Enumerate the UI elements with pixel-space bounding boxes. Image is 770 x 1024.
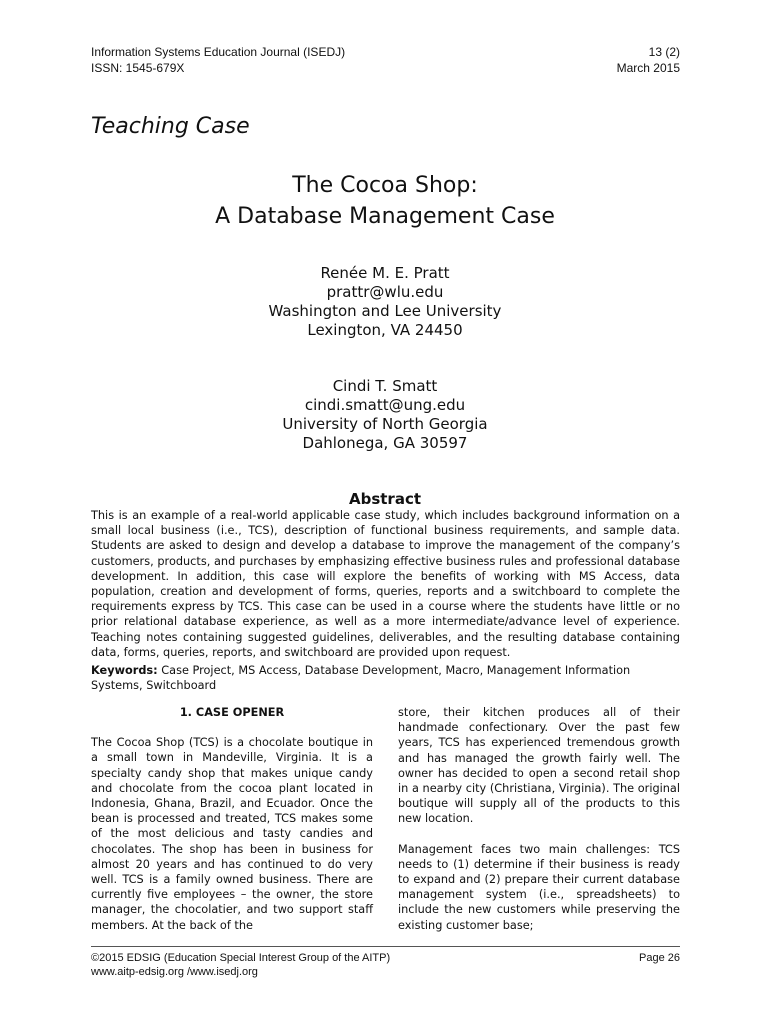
- title-line-1: The Cocoa Shop:: [292, 173, 478, 198]
- section-heading: 1. CASE OPENER: [179, 706, 285, 719]
- author-block-1: [0, 264, 770, 340]
- keywords-text: Case Project, MS Access, Database Development, Macro, Management Information Systems, Switchboard: [91, 664, 631, 693]
- case-type-label: Teaching Case: [91, 114, 250, 139]
- author-institution: University of North Georgia: [282, 415, 488, 433]
- body-paragraph: Management faces two main challenges: TCS needs to (1) determine if their business is ready to expand and (2) prepare their current database management system (i.e., spreadsheets) to include the new customers while preserving the existing customer base;: [398, 842, 680, 932]
- footer-urls: www.aitp-edsig.org /www.isedj.org: [91, 966, 258, 978]
- author-block-2: [0, 377, 770, 453]
- keywords: [91, 663, 680, 693]
- author-name: Cindi T. Smatt: [332, 377, 438, 395]
- issue-date: March 2015: [616, 61, 680, 75]
- body-column-left: [91, 705, 373, 933]
- footer-copyright: ©2015 EDSIG (Education Special Interest Group of the AITP): [91, 952, 391, 964]
- journal-name: Information Systems Education Journal (ISEDJ): [91, 45, 346, 59]
- author-institution: Washington and Lee University: [268, 302, 502, 320]
- abstract-body: This is an example of a real-world applicable case study, which includes background information on a small local business (i.e., TCS), description of functional business requirements, and sample data. Students are asked to design and develop a database to improve the management of the company’s customers, products, and purchases by emphasizing effective business rules and professional database development. In addition, this case will explore the benefits of working with MS Access, data population, creation and development of forms, queries, reports and a switchboard to complete the requirements express by TCS. This case can be used in a course where the students have little or no prior relational database experience, as well as a more intermediate/advance level of experience. Teaching notes containing suggested guidelines, deliverables, and the resulting database containing data, forms, queries, reports, and switchboard are provided upon request.: [91, 509, 680, 659]
- author-email: cindi.smatt@ung.edu: [304, 396, 466, 414]
- body-column-right: [398, 705, 680, 933]
- author-location: Dahlonega, GA 30597: [302, 434, 468, 452]
- page-footer: [91, 951, 680, 979]
- paper-title: [0, 170, 770, 232]
- author-location: Lexington, VA 24450: [307, 321, 463, 339]
- footer-divider: [91, 946, 680, 947]
- body-paragraph-continued: store, their kitchen produces all of their handmade confectionary. Over the past few years, TCS has experienced tremendous growth and has managed the growth fairly well. The owner has decided to open a second retail shop in a nearby city (Christiana, Virginia). The original boutique will supply all of the products to this new location.: [398, 706, 680, 826]
- abstract-heading: Abstract: [348, 490, 422, 508]
- volume-issue: 13 (2): [648, 45, 680, 59]
- issn: ISSN: 1545-679X: [91, 61, 185, 75]
- body-paragraph: The Cocoa Shop (TCS) is a chocolate boutique in a small town in Mandeville, Virginia. It is a specialty candy shop that makes unique candy and chocolate from the cocoa plant located in Indonesia, Ghana, Brazil, and Ecuador. Once the bean is processed and treated, TCS makes some of the most delicious and tasty candies and chocolates. The shop has been in business for almost 20 years and has continued to do very well. TCS is a family owned business. There are currently five employees – the owner, the store manager, the chocolatier, and two support staff members. At the back of the: [91, 736, 373, 932]
- title-line-2: A Database Management Case: [215, 204, 555, 229]
- page-number: Page 26: [639, 952, 680, 964]
- author-email: prattr@wlu.edu: [326, 283, 444, 301]
- keywords-label: Keywords:: [91, 664, 158, 677]
- author-name: Renée M. E. Pratt: [320, 264, 450, 282]
